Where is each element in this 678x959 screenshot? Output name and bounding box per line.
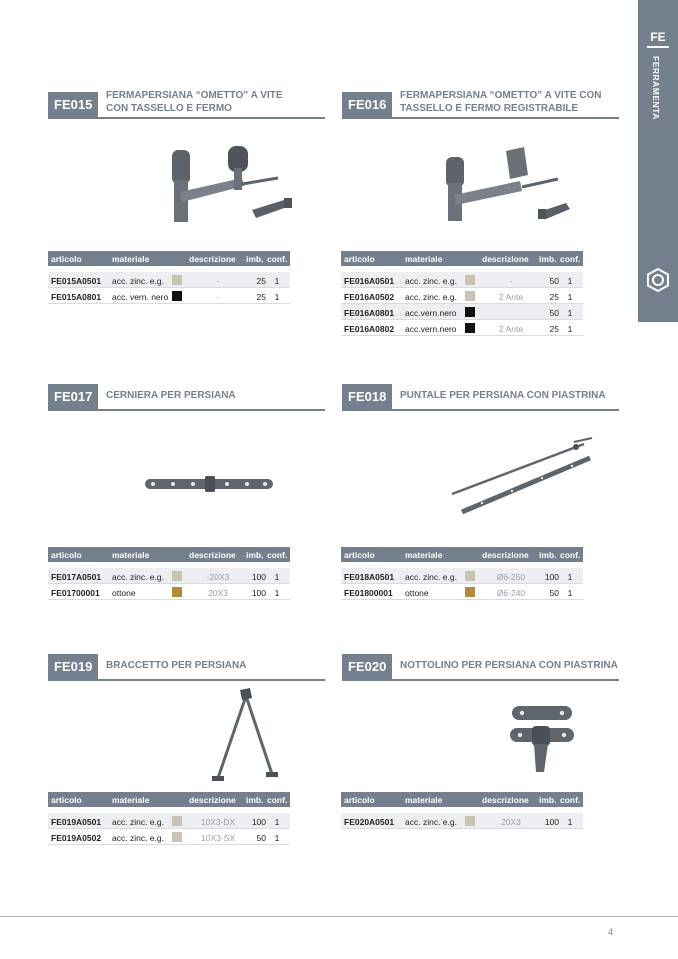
color-swatch: [465, 275, 475, 285]
color-swatch: [465, 291, 475, 301]
section-title: CERNIERA PER PERSIANA: [106, 390, 236, 401]
section-title: FERMAPERSIANA “OMETTO” A VITE CON TASSELLO E FERMO REGISTRABILE: [400, 90, 602, 114]
color-swatch: [465, 571, 475, 581]
table-header: articolo materiale descrizione imb. conf.: [341, 547, 583, 562]
color-swatch: [465, 323, 475, 333]
table-row: FE019A0501 acc. zinc. e.g. 10X3-DX 100 1: [48, 813, 290, 829]
page-number: 4: [608, 927, 614, 937]
category-side-tab: [638, 0, 678, 322]
table-row: FE016A0802 acc.vern.nero 2 Ante 25 1: [341, 320, 583, 336]
color-swatch: [172, 816, 182, 826]
product-code-badge: FE016: [342, 92, 392, 117]
cerniera-image: [143, 474, 277, 494]
table-row: FE019A0502 acc. zinc. e.g. 10X3-SX 50 1: [48, 829, 290, 845]
section-fe016: [342, 88, 622, 120]
section-fe020: [342, 650, 622, 682]
fermapersiana-registrabile-image: [440, 145, 580, 230]
fermapersiana-image: [160, 140, 300, 230]
table-row: FE018A0501 acc. zinc. e.g. Ø6-250 100 1: [341, 568, 583, 584]
table-header: articolo materiale descrizione imb. conf.: [341, 792, 583, 807]
category-name: FERRAMENTA: [651, 56, 661, 120]
header-rule: [342, 117, 619, 119]
table-row: FE016A0801 acc.vern.nero 50 1: [341, 304, 583, 320]
section-title: BRACCETTO PER PERSIANA: [106, 660, 247, 671]
table-header: articolo materiale descrizione imb. conf.: [48, 547, 290, 562]
table-fe019: [48, 792, 290, 845]
color-swatch: [172, 832, 182, 842]
table-row: FE016A0502 acc. zinc. e.g. 2 Ante 25 1: [341, 288, 583, 304]
table-row: FE01800001 ottone Ø6-240 50 1: [341, 584, 583, 600]
product-code-badge: FE017: [48, 384, 98, 409]
header-rule: [48, 679, 325, 681]
table-row: FE017A0501 acc. zinc. e.g. -20X3 100 1: [48, 568, 290, 584]
section-header: [342, 88, 622, 120]
color-swatch: [172, 587, 182, 597]
product-code-badge: FE020: [342, 654, 392, 679]
table-row: FE015A0801 acc. vern. nero - 25 1: [48, 288, 290, 304]
category-code: FE: [650, 30, 666, 44]
color-swatch: [172, 571, 182, 581]
section-fe019: [48, 650, 328, 682]
color-swatch: [172, 291, 182, 301]
section-header: [342, 380, 622, 412]
hex-nut-icon: [645, 267, 671, 293]
product-code-badge: FE018: [342, 384, 392, 409]
section-fe017: [48, 380, 328, 412]
color-swatch: [172, 275, 182, 285]
footer-rule: [0, 916, 678, 917]
table-fe015: [48, 251, 290, 304]
header-rule: [342, 409, 619, 411]
section-title: FERMAPERSIANA “OMETTO” A VITE CON TASSELLO E FERMO: [106, 90, 283, 114]
header-rule: [342, 679, 619, 681]
table-row: FE020A0501 acc. zinc. e.g. 20X3 100 1: [341, 813, 583, 829]
category-divider: [647, 46, 669, 48]
section-title: PUNTALE PER PERSIANA CON PIASTRINA: [400, 390, 606, 401]
table-fe018: [341, 547, 583, 600]
product-code-badge: FE015: [48, 92, 98, 117]
color-swatch: [465, 587, 475, 597]
table-header: articolo materiale descrizione imb. conf.: [48, 251, 290, 266]
color-swatch: [465, 307, 475, 317]
nottolino-image: [508, 704, 578, 776]
table-row: FE015A0501 acc. zinc. e.g. - 25 1: [48, 272, 290, 288]
section-header: [342, 650, 622, 682]
section-fe018: [342, 380, 622, 412]
section-header: [48, 88, 328, 120]
section-fe015: [48, 88, 328, 120]
table-fe016: [341, 251, 583, 336]
color-swatch: [465, 816, 475, 826]
table-row: FE016A0501 acc. zinc. e.g. - 50 1: [341, 272, 583, 288]
table-fe017: [48, 547, 290, 600]
table-row: FE01700001 ottone 20X3 100 1: [48, 584, 290, 600]
braccetto-image: [210, 688, 280, 784]
puntale-image: [446, 436, 594, 518]
table-fe020: [341, 792, 583, 829]
table-header: articolo materiale descrizione imb. conf.: [341, 251, 583, 266]
product-code-badge: FE019: [48, 654, 98, 679]
section-header: [48, 380, 328, 412]
section-header: [48, 650, 328, 682]
header-rule: [48, 117, 325, 119]
section-title: NOTTOLINO PER PERSIANA CON PIASTRINA: [400, 660, 618, 671]
header-rule: [48, 409, 325, 411]
table-header: articolo materiale descrizione imb. conf.: [48, 792, 290, 807]
